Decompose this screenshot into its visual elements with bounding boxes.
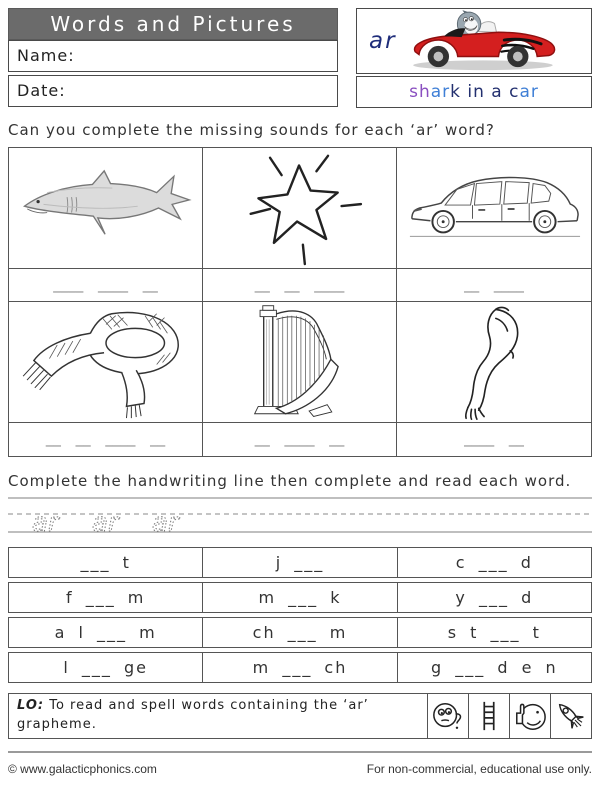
arm-image	[397, 302, 591, 423]
star-answer-blanks: __ __ ____	[203, 269, 397, 302]
lo-label: LO:	[17, 698, 45, 713]
word-table	[8, 547, 592, 683]
harp-image	[203, 302, 397, 423]
footer-license: For non-commercial, educational use only.	[366, 762, 592, 776]
handwriting-instruction: Complete the handwriting line then complete and read each word.	[8, 472, 572, 490]
shark-image	[9, 148, 203, 269]
grapheme-label: ar	[369, 28, 397, 54]
learning-objective-text	[9, 694, 427, 738]
word-cell: g ___ d e n	[431, 658, 558, 677]
scarf-image	[9, 302, 203, 423]
word-cell: y ___ d	[455, 588, 534, 607]
header-left	[8, 8, 338, 107]
date-label: Date:	[17, 81, 66, 100]
page-title: Words and Pictures	[8, 8, 338, 40]
word-row-3	[8, 617, 592, 648]
caption-seg-sh: sh	[409, 82, 431, 102]
word-row-2	[8, 582, 592, 613]
picture-grid	[8, 147, 592, 457]
header-right	[356, 8, 592, 108]
word-cell: a l ___ m	[9, 618, 203, 647]
car-image	[397, 148, 591, 269]
word-cell: m ___ k	[203, 583, 397, 612]
word-cell: ___ t	[9, 548, 203, 577]
learning-objective-box	[8, 693, 592, 739]
name-label: Name:	[17, 46, 75, 65]
footer-divider	[8, 751, 592, 753]
handwriting-line	[8, 495, 592, 535]
harp-answer-blanks: __ ____ __	[203, 423, 397, 456]
footer-copyright: © www.galacticphonics.com	[8, 762, 157, 776]
word-cell: l ___ ge	[9, 653, 203, 682]
trace-word-1: ar	[32, 508, 59, 535]
header	[8, 8, 592, 108]
trace-word-3: ar	[152, 508, 179, 535]
car-answer-blanks: __ ____	[397, 269, 591, 302]
grapheme-cell	[356, 8, 592, 74]
trace-word-2: ar	[92, 508, 119, 535]
word-cell: ch ___ m	[203, 618, 397, 647]
ladder-icon	[468, 694, 509, 738]
shark-answer-blanks: ____ ____ __	[9, 269, 203, 302]
word-row-1	[8, 547, 592, 578]
date-field	[8, 75, 338, 107]
word-cell: f ___ m	[9, 583, 203, 612]
thinking-face-icon	[427, 694, 468, 738]
lo-body: To read and spell words containing the ‘ar’ grapheme.	[17, 698, 369, 732]
word-cell: j ___	[203, 548, 397, 577]
arm-answer-blanks: ____ __	[464, 429, 524, 447]
caption	[356, 76, 592, 108]
rocket-icon	[550, 694, 591, 738]
word-cell: m ___ ch	[203, 653, 397, 682]
star-image	[203, 148, 397, 269]
caption-seg-ar2: ar	[519, 82, 539, 102]
thumbs-up-icon	[509, 694, 550, 738]
word-cell: c ___ d	[455, 553, 533, 572]
footer	[8, 751, 592, 776]
caption-seg-ar1: ar	[430, 82, 451, 102]
scarf-answer-blanks: __ __ ____ __	[9, 423, 203, 456]
sounds-instruction: Can you complete the missing sounds for each ‘ar’ word?	[8, 121, 495, 139]
word-cell: s t ___ t	[447, 623, 541, 642]
name-field	[8, 40, 338, 72]
word-row-4	[8, 652, 592, 683]
caption-seg-mid: k in a c	[450, 82, 520, 102]
shark-in-car-image	[403, 10, 559, 72]
